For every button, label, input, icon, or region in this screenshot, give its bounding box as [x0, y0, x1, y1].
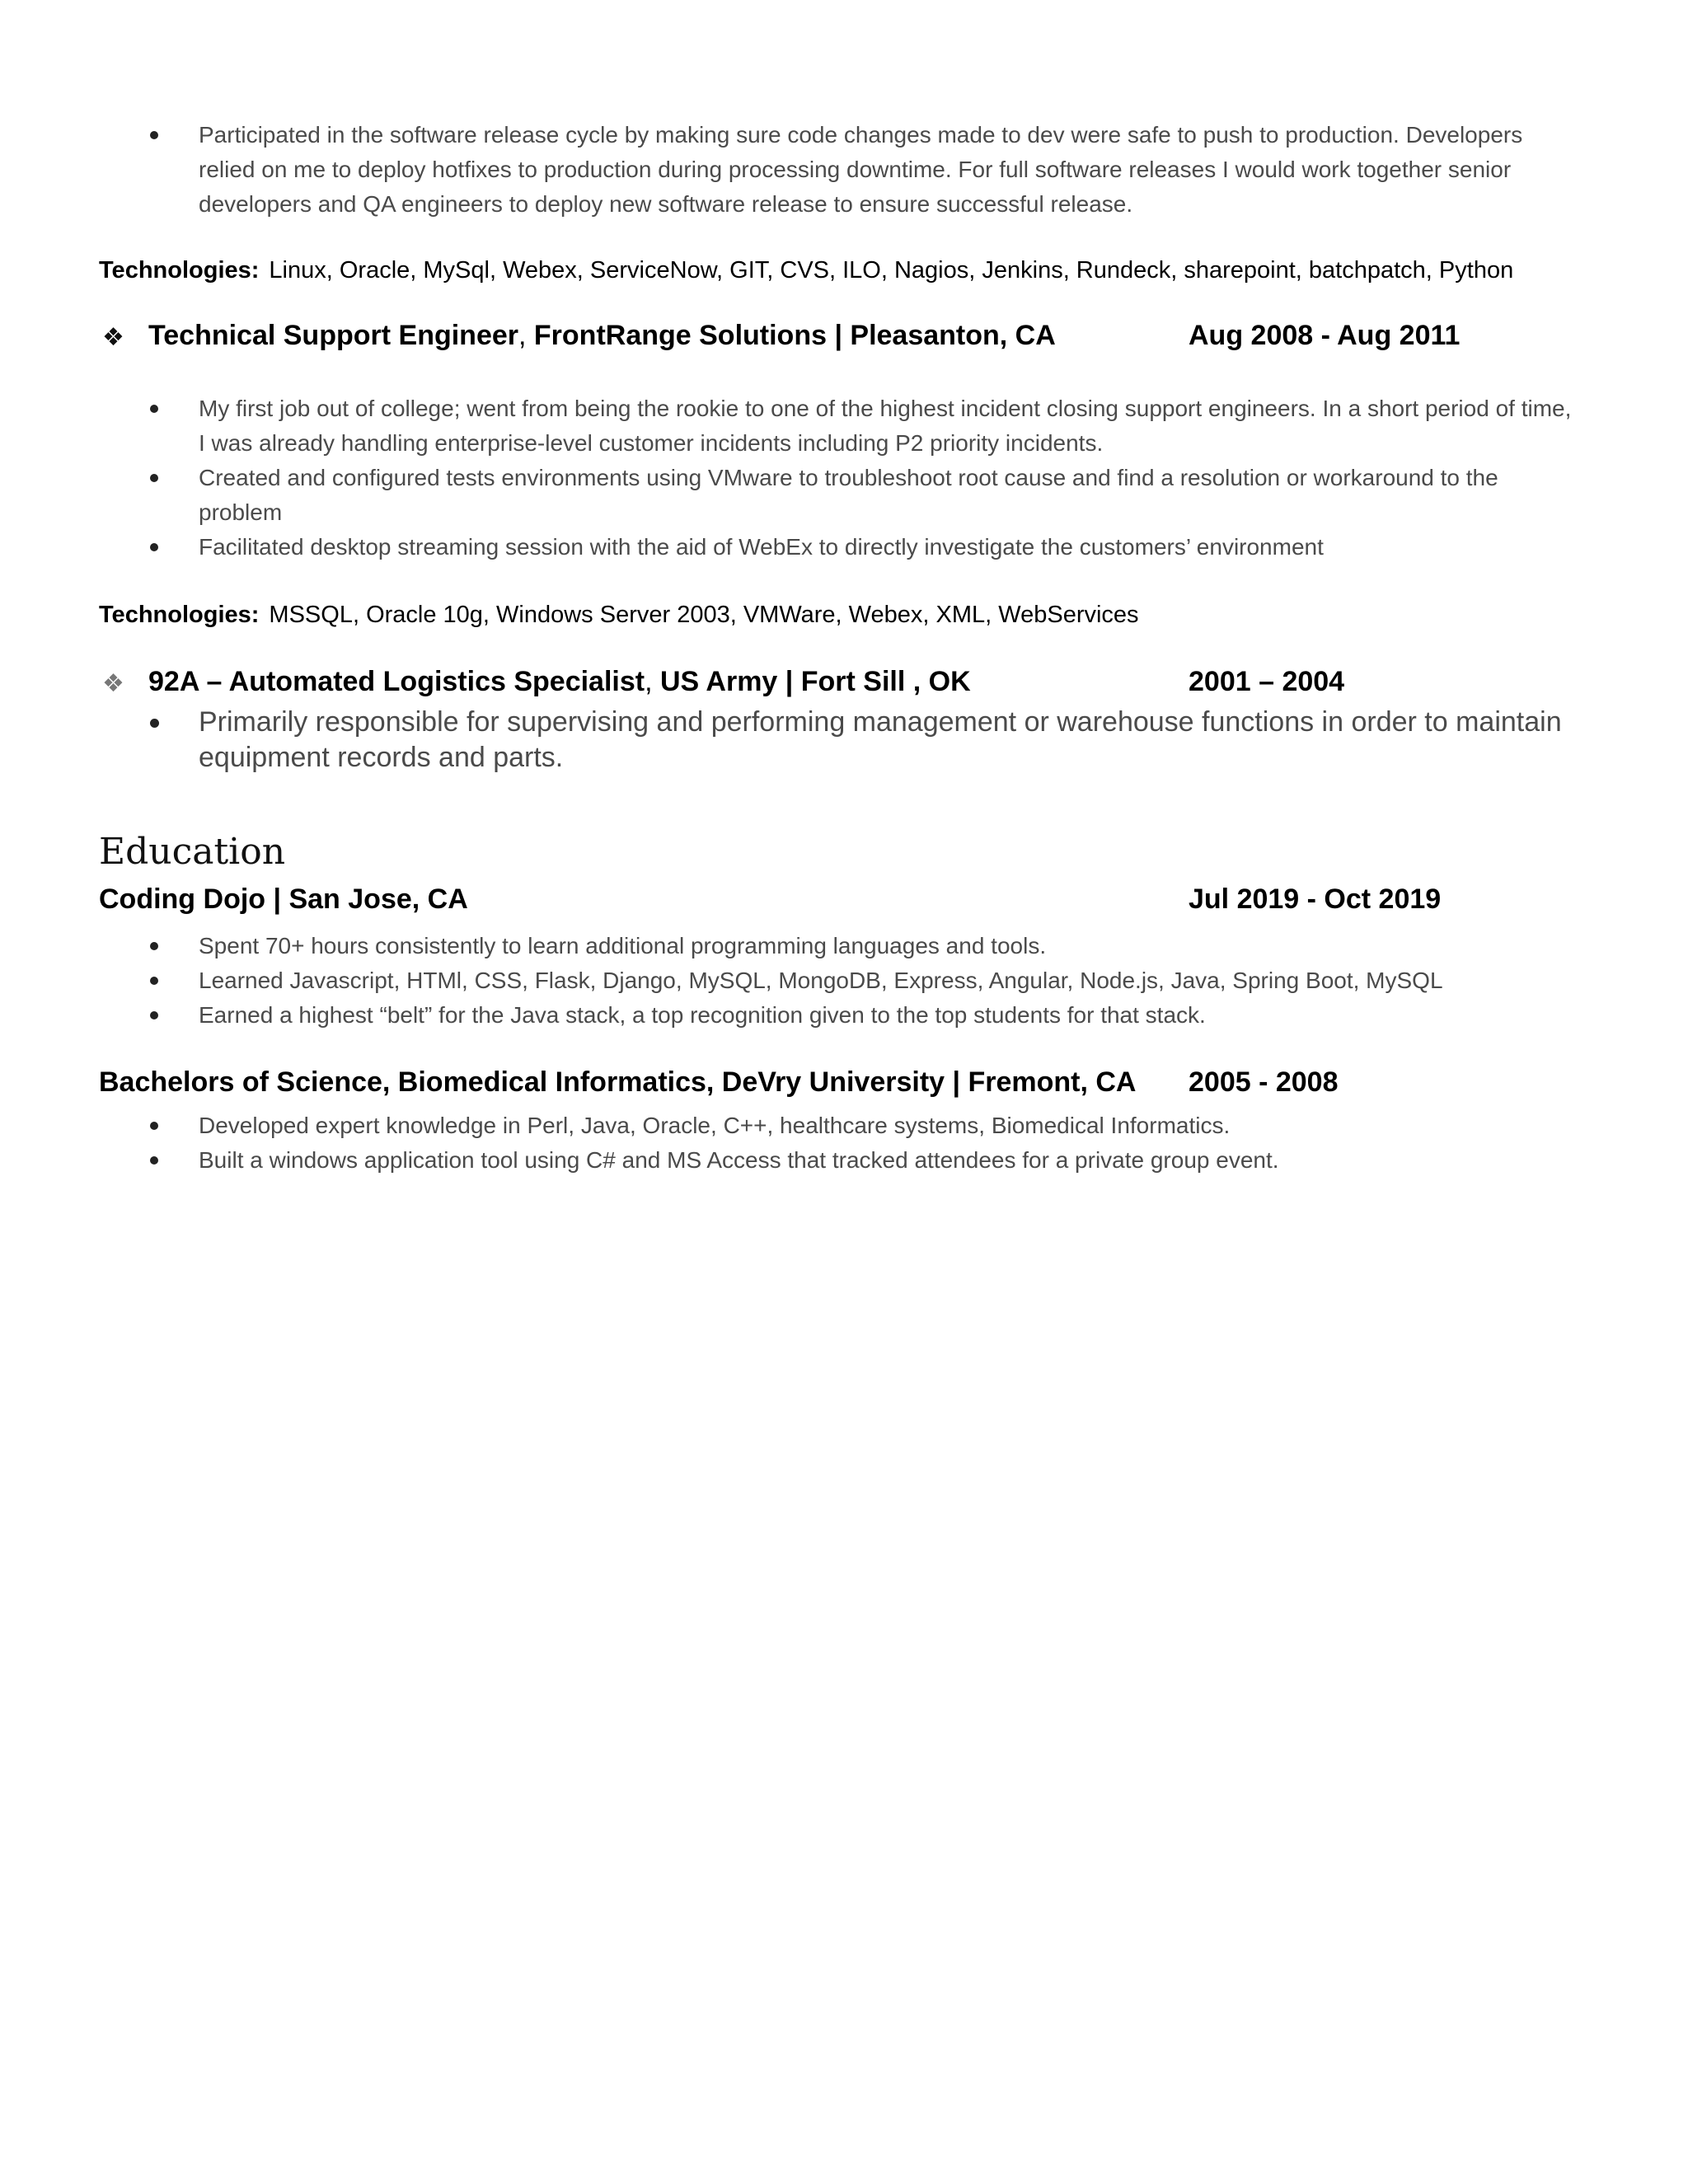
list-item: [0, 1108, 1583, 1143]
bullet-text: Participated in the software release cycle by making sure code changes made to dev were safe to push to production. Developers relied on me to deploy hotfixes to production during processing downtime. For full software releases I would work together senior developers and QA engineers to deploy new software release to ensure successful release.: [199, 122, 1523, 217]
job-bullets: [0, 391, 1688, 565]
bullet-text: Spent 70+ hours consistently to learn additional programming languages and tools.: [199, 933, 1047, 958]
bullet-icon: [150, 719, 159, 728]
diamond-bullet-icon: ❖: [102, 669, 124, 698]
bullet-icon: [150, 942, 158, 950]
education-bullets: [0, 1108, 1688, 1178]
bullet-text: Primarily responsible for supervising and performing management or warehouse functions in order to maintain equipment records and parts.: [199, 706, 1562, 773]
bullet-icon: [150, 474, 158, 482]
technologies-list: MSSQL, Oracle 10g, Windows Server 2003, VMWare, Webex, XML, WebServices: [269, 602, 1139, 628]
list-item: [0, 705, 1583, 776]
job-company: US Army | Fort Sill , OK: [660, 666, 971, 697]
bullet-text: Created and configured tests environments using VMware to troubleshoot root cause and find a resolution or workaround to the problem: [199, 465, 1498, 525]
list-item: [0, 998, 1583, 1033]
list-item: [0, 391, 1583, 461]
job-title: 92A – Automated Logistics Specialist: [148, 666, 645, 697]
technologies-label: Technologies:: [99, 257, 260, 284]
bullet-text: Earned a highest “belt” for the Java stack, a top recognition given to the top students for that stack.: [199, 1002, 1206, 1028]
list-item: [0, 118, 1583, 222]
list-item: [0, 963, 1583, 998]
education-entry-heading: [99, 883, 1665, 920]
bullet-icon: [150, 1156, 158, 1165]
technologies-line: [99, 598, 1139, 631]
list-item: [0, 461, 1583, 530]
school-name: Bachelors of Science, Biomedical Informatics, DeVry University | Fremont, CA: [99, 1066, 1137, 1098]
bullet-icon: [150, 977, 158, 985]
education-heading: Education: [99, 831, 286, 873]
education-dates: 2005 - 2008: [1189, 1066, 1339, 1098]
job-title: Technical Support Engineer: [148, 320, 518, 351]
technologies-line: [99, 254, 1513, 287]
technologies-list: Linux, Oracle, MySql, Webex, ServiceNow, GIT, CVS, ILO, Nagios, Jenkins, Rundeck, sharepoint, batchpatch, Python: [269, 257, 1514, 284]
education-entry-heading: [99, 1066, 1665, 1103]
school-name: Coding Dojo | San Jose, CA: [99, 883, 468, 915]
diamond-bullet-icon: ❖: [102, 323, 124, 352]
job-bullets: [0, 705, 1688, 776]
bullet-icon: [150, 543, 158, 551]
technologies-label: Technologies:: [99, 602, 260, 628]
job-title-line: Technical Support Engineer, FrontRange Solutions | Pleasanton, CA: [148, 320, 1056, 351]
bullet-text: Developed expert knowledge in Perl, Java, Oracle, C++, healthcare systems, Biomedical Informatics.: [199, 1113, 1231, 1138]
job-heading: [99, 666, 1665, 704]
job-title-line: 92A – Automated Logistics Specialist, US Army | Fort Sill , OK: [148, 666, 971, 697]
bullet-text: My first job out of college; went from being the rookie to one of the highest incident closing support engineers. In a short period of time, I was already handling enterprise-level customer incidents including P2 priority incidents.: [199, 396, 1572, 456]
job-dates: 2001 – 2004: [1189, 666, 1345, 697]
bullet-icon: [150, 131, 158, 139]
list-item: [0, 530, 1583, 565]
bullet-icon: [150, 1122, 158, 1130]
bullet-text: Learned Javascript, HTMl, CSS, Flask, Django, MySQL, MongoDB, Express, Angular, Node.js, Java, Spring Boot, MySQL: [199, 968, 1443, 993]
list-item: [0, 929, 1583, 963]
bullet-text: Built a windows application tool using C# and MS Access that tracked attendees for a private group event.: [199, 1147, 1279, 1173]
job-company: FrontRange Solutions | Pleasanton, CA: [533, 320, 1056, 351]
previous-job-bullets: [0, 118, 1688, 222]
education-bullets: [0, 929, 1688, 1033]
job-heading: [99, 320, 1665, 358]
education-dates: Jul 2019 - Oct 2019: [1189, 883, 1442, 915]
bullet-icon: [150, 405, 158, 413]
bullet-icon: [150, 1011, 158, 1019]
job-dates: Aug 2008 - Aug 2011: [1189, 320, 1461, 351]
bullet-text: Facilitated desktop streaming session with the aid of WebEx to directly investigate the customers’ environment: [199, 534, 1324, 560]
list-item: [0, 1143, 1583, 1178]
